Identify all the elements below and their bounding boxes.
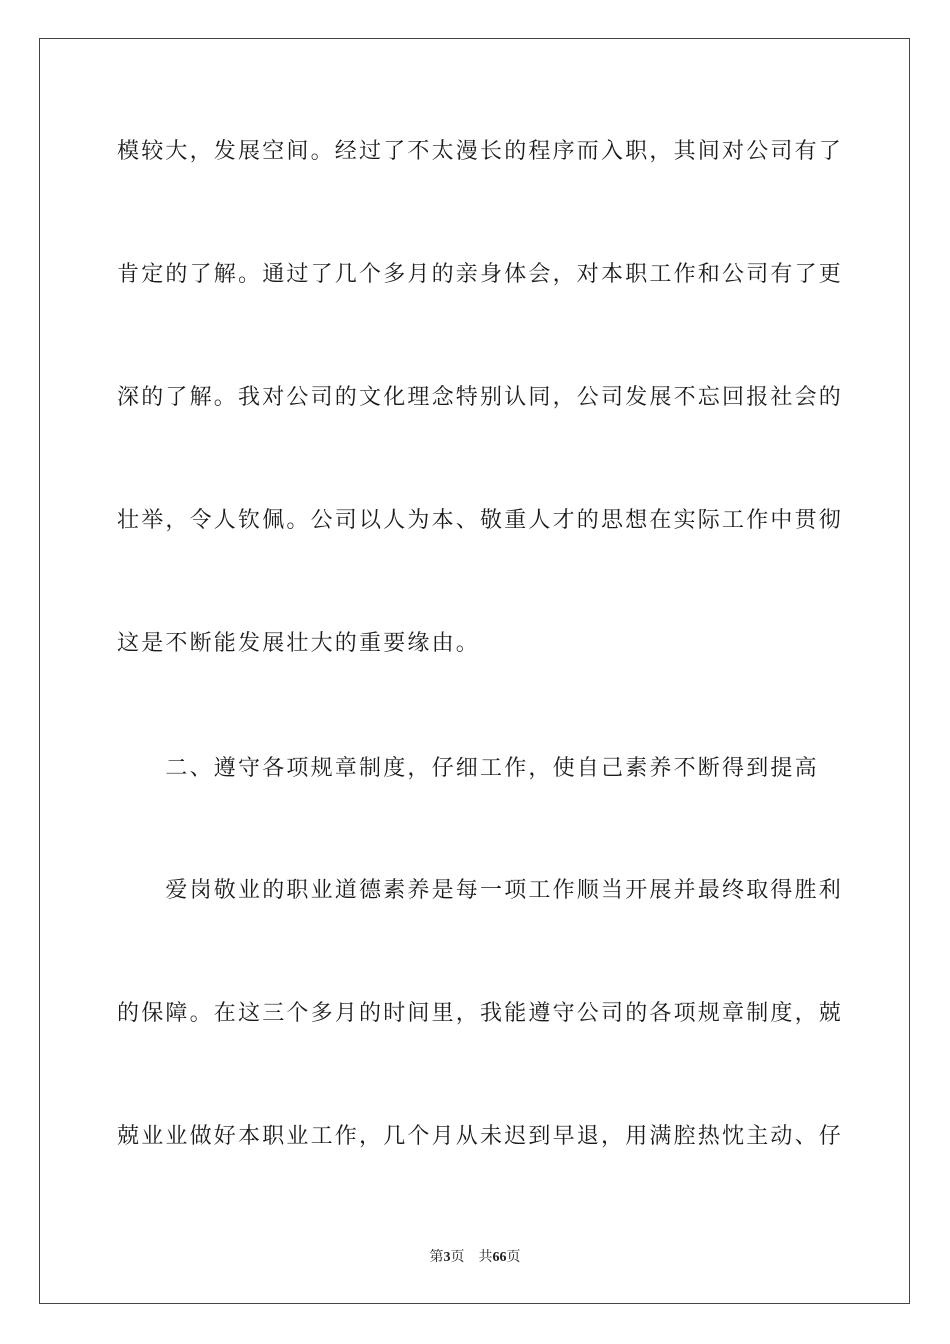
body-text-line-4: 壮举，令人钦佩。公司以人为本、敬重人才的思想在实际工作中贯彻 xyxy=(117,508,844,533)
body-text-line-9: 兢业业做好本职业工作，几个月从未迟到早退，用满腔热忱主动、仔 xyxy=(117,1124,844,1149)
body-text-line-7: 爱岗敬业的职业道德素养是每一项工作顺当开展并最终取得胜利 xyxy=(117,878,844,903)
footer-total-pages: 66 xyxy=(492,1250,507,1265)
footer-page-suffix: 页 xyxy=(450,1249,465,1265)
section-heading: 二、遵守各项规章制度，仔细工作，使自己素养不断得到提高 xyxy=(117,756,819,781)
page-frame xyxy=(39,38,910,1304)
page-footer xyxy=(0,1248,950,1267)
body-text-line-8: 的保障。在这三个多月的时间里，我能遵守公司的各项规章制度，兢 xyxy=(117,1001,844,1026)
body-text-line-1: 模较大，发展空间。经过了不太漫长的程序而入职，其间对公司有了 xyxy=(117,139,844,164)
footer-page-number: 3 xyxy=(443,1250,451,1265)
footer-page-prefix: 第 xyxy=(429,1249,444,1265)
body-text-line-3: 深的了解。我对公司的文化理念特别认同，公司发展不忘回报社会的 xyxy=(117,385,844,410)
footer-total-prefix: 共 xyxy=(478,1249,493,1265)
body-text-line-2: 肯定的了解。通过了几个多月的亲身体会，对本职工作和公司有了更 xyxy=(117,262,844,287)
body-text-line-5: 这是不断能发展壮大的重要缘由。 xyxy=(117,631,481,656)
footer-total-suffix: 页 xyxy=(506,1249,521,1265)
